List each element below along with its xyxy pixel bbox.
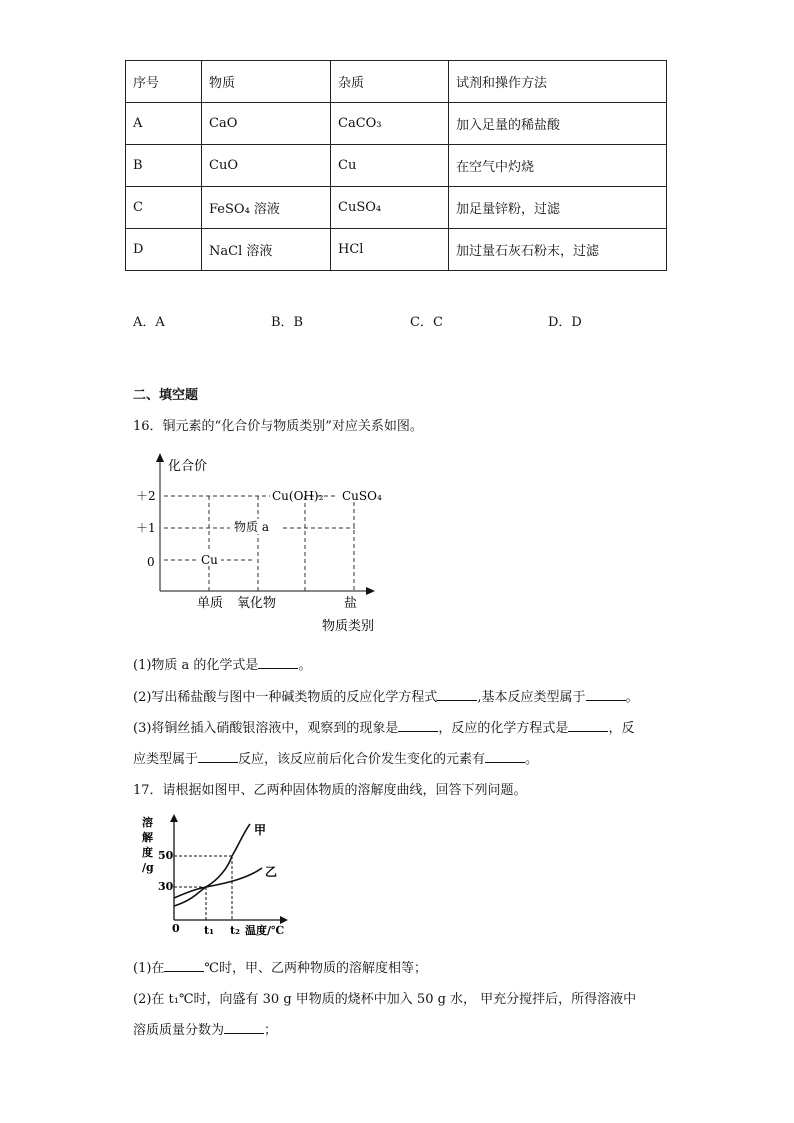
answer-blank[interactable] bbox=[586, 688, 626, 701]
table-cell: A bbox=[126, 103, 202, 145]
answer-blank[interactable] bbox=[198, 750, 238, 763]
table-header-row bbox=[126, 61, 667, 103]
x-tick-label: 0 bbox=[172, 922, 180, 935]
q17-part1 bbox=[133, 957, 427, 976]
table-cell: CaCO₃ bbox=[331, 103, 449, 145]
table-cell: CuSO₄ bbox=[331, 187, 449, 229]
x-axis-title: 温度/℃ bbox=[245, 924, 285, 937]
q16-part2-text: (2)写出稀盐酸与图中一种碱类物质的反应化学方程式 bbox=[133, 690, 438, 705]
table-cell: CuO bbox=[202, 145, 331, 187]
table-cell: HCl bbox=[331, 229, 449, 271]
q16-part3-cont-mid: 反应，该反应前后化合价发生变化的元素有 bbox=[238, 752, 486, 767]
table-cell: CaO bbox=[202, 103, 331, 145]
x-axis-title: 物质类别 bbox=[322, 619, 375, 634]
q16-part2-end: 。 bbox=[625, 690, 639, 705]
option-d[interactable]: D．D bbox=[548, 315, 582, 330]
answer-blank[interactable] bbox=[437, 688, 477, 701]
table-cell: Cu bbox=[331, 145, 449, 187]
q16-part1-end: 。 bbox=[298, 658, 312, 673]
table-cell: 加足量锌粉，过滤 bbox=[449, 187, 667, 229]
reagent-table bbox=[125, 60, 667, 271]
q16-part2-mid: ,基本反应类型属于 bbox=[477, 690, 586, 705]
y-tick-label: ＋1 bbox=[136, 521, 156, 535]
header-cell: 序号 bbox=[126, 61, 202, 103]
y-tick-label: ＋2 bbox=[136, 489, 156, 503]
answer-blank[interactable] bbox=[164, 959, 204, 972]
header-cell: 物质 bbox=[202, 61, 331, 103]
x-tick-label: 氧化物 bbox=[237, 596, 277, 611]
q17-stem: 17．请根据如图甲、乙两种固体物质的溶解度曲线，回答下列问题。 bbox=[133, 783, 527, 798]
y-tick-label: 50 bbox=[158, 849, 174, 862]
q17-part2-cont-end: ； bbox=[264, 1023, 278, 1038]
section-title: 二、填空题 bbox=[133, 388, 199, 403]
series-label-yi: 乙 bbox=[265, 865, 278, 879]
q16-part3-cont-end: 。 bbox=[525, 752, 539, 767]
solubility-chart bbox=[138, 810, 298, 940]
q17-part1-text: (1)在 bbox=[133, 961, 165, 976]
label-cuoh2: Cu(OH)₂ bbox=[272, 489, 324, 503]
table-row bbox=[126, 187, 667, 229]
x-tick-label: t₁ bbox=[204, 924, 214, 937]
curve-yi bbox=[174, 868, 262, 898]
label-cuso4: CuSO₄ bbox=[342, 489, 382, 503]
option-c[interactable]: C．C bbox=[410, 315, 443, 330]
table-cell: D bbox=[126, 229, 202, 271]
x-axis-arrow-icon bbox=[366, 587, 375, 595]
header-cell: 试剂和操作方法 bbox=[449, 61, 667, 103]
y-title-char: 溶 bbox=[142, 816, 153, 829]
y-title-char: 度 bbox=[142, 846, 153, 859]
valence-chart bbox=[130, 450, 400, 640]
y-axis-arrow-icon bbox=[156, 453, 164, 462]
x-tick-label: t₂ bbox=[230, 924, 240, 937]
table-cell: FeSO₄ 溶液 bbox=[202, 187, 331, 229]
q16-part3-tail: ，反 bbox=[608, 721, 635, 736]
x-axis-arrow-icon bbox=[280, 916, 288, 924]
table-row bbox=[126, 229, 667, 271]
q16-part3-mid: ，反应的化学方程式是 bbox=[438, 721, 569, 736]
y-tick-label: 30 bbox=[158, 880, 174, 893]
answer-blank[interactable] bbox=[224, 1021, 264, 1034]
q16-part2 bbox=[133, 686, 639, 705]
y-axis-arrow-icon bbox=[170, 814, 178, 822]
label-cu: Cu bbox=[201, 553, 218, 567]
q16-part1 bbox=[133, 654, 311, 673]
q17-part2: (2)在 t₁℃时，向盛有 30 g 甲物质的烧杯中加入 50 g 水， 甲充分搅拌后，所得溶液中 bbox=[133, 992, 637, 1007]
q17-part2-cont bbox=[133, 1019, 277, 1038]
y-axis-title: 化合价 bbox=[168, 459, 208, 474]
answer-blank[interactable] bbox=[485, 750, 525, 763]
table-cell: B bbox=[126, 145, 202, 187]
answer-blank[interactable] bbox=[258, 656, 298, 669]
series-label-jia: 甲 bbox=[254, 823, 267, 837]
table-cell: NaCl 溶液 bbox=[202, 229, 331, 271]
table-row bbox=[126, 103, 667, 145]
option-a[interactable]: A．A bbox=[133, 315, 165, 330]
q16-part3-cont bbox=[133, 748, 538, 767]
y-title-char: 解 bbox=[142, 831, 153, 844]
x-tick-label: 盐 bbox=[344, 596, 358, 611]
table-cell: 在空气中灼烧 bbox=[449, 145, 667, 187]
q16-part3-text: (3)将铜丝插入硝酸银溶液中，观察到的现象是 bbox=[133, 721, 399, 736]
q16-stem: 16．铜元素的“化合价与物质类别”对应关系如图。 bbox=[133, 419, 423, 434]
y-tick-label: 0 bbox=[147, 555, 155, 569]
q17-part2-cont-text: 溶质质量分数为 bbox=[133, 1023, 225, 1038]
label-a: 物质 a bbox=[234, 520, 269, 534]
table-row bbox=[126, 145, 667, 187]
answer-blank[interactable] bbox=[568, 719, 608, 732]
answer-blank[interactable] bbox=[398, 719, 438, 732]
table-cell: 加过量石灰石粉末，过滤 bbox=[449, 229, 667, 271]
x-tick-label: 单质 bbox=[197, 596, 224, 611]
q16-part1-text: (1)物质 a 的化学式是 bbox=[133, 658, 259, 673]
q17-part1-end: ℃时，甲、乙两种物质的溶解度相等； bbox=[204, 961, 427, 976]
option-b[interactable]: B．B bbox=[271, 315, 304, 330]
grid-lines bbox=[164, 496, 355, 591]
table-cell: C bbox=[126, 187, 202, 229]
q16-part3 bbox=[133, 717, 634, 736]
q16-part3-cont-text: 应类型属于 bbox=[133, 752, 199, 767]
table-cell: 加入足量的稀盐酸 bbox=[449, 103, 667, 145]
y-title-char: /g bbox=[142, 861, 154, 874]
header-cell: 杂质 bbox=[331, 61, 449, 103]
